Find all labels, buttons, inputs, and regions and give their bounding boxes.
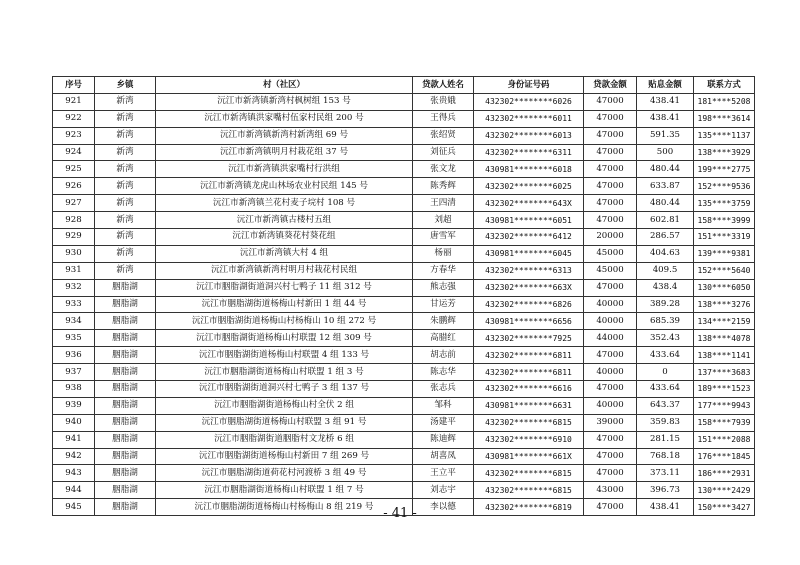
cell-id-number: 432302********6815	[474, 414, 584, 431]
cell-subsidy-amount: 633.87	[637, 178, 694, 195]
table-row	[53, 127, 755, 144]
cell-subsidy-amount: 438.4	[637, 279, 694, 296]
cell-village: 沅江市胭脂湖街道杨梅山村全伏 2 组	[156, 397, 413, 414]
cell-contact: 134****2159	[694, 313, 755, 330]
cell-contact: 199****2775	[694, 161, 755, 178]
cell-id-number: 430981********6051	[474, 212, 584, 229]
cell-contact: 177****9943	[694, 397, 755, 414]
cell-index: 940	[53, 414, 95, 431]
cell-index: 923	[53, 127, 95, 144]
cell-index: 945	[53, 499, 95, 516]
cell-loan-amount: 47000	[584, 178, 637, 195]
table-row	[53, 212, 755, 229]
cell-village: 沅江市胭脂湖街道杨梅山村联盟 12 组 309 号	[156, 330, 413, 347]
table-row	[53, 229, 755, 246]
cell-loan-amount: 40000	[584, 397, 637, 414]
table-row	[53, 381, 755, 398]
table-row	[53, 313, 755, 330]
cell-town: 新湾	[95, 178, 156, 195]
cell-town: 新湾	[95, 127, 156, 144]
cell-index: 930	[53, 245, 95, 262]
table-row	[53, 465, 755, 482]
cell-contact: 138****3276	[694, 296, 755, 313]
cell-borrower: 李以德	[413, 499, 474, 516]
cell-subsidy-amount: 389.28	[637, 296, 694, 313]
cell-town: 新湾	[95, 229, 156, 246]
cell-village: 沅江市胭脂湖街道杨梅山村联盟 3 组 91 号	[156, 414, 413, 431]
cell-id-number: 432302********6815	[474, 482, 584, 499]
cell-town: 胭脂湖	[95, 296, 156, 313]
table-row	[53, 397, 755, 414]
cell-village: 沅江市新湾镇洪家嘴村伍家村民组 200 号	[156, 110, 413, 127]
cell-town: 胭脂湖	[95, 482, 156, 499]
table-header-row	[53, 77, 755, 94]
cell-contact: 130****6050	[694, 279, 755, 296]
table-row	[53, 93, 755, 110]
cell-index: 932	[53, 279, 95, 296]
cell-contact: 130****2429	[694, 482, 755, 499]
cell-town: 新湾	[95, 161, 156, 178]
cell-village: 沅江市胭脂湖街道洞兴村七鸭子 3 组 137 号	[156, 381, 413, 398]
cell-subsidy-amount: 768.18	[637, 448, 694, 465]
cell-subsidy-amount: 602.81	[637, 212, 694, 229]
cell-village: 沅江市新湾镇新湾村明月村栽花村民组	[156, 262, 413, 279]
cell-contact: 158****7939	[694, 414, 755, 431]
cell-borrower: 胡喜凤	[413, 448, 474, 465]
cell-loan-amount: 47000	[584, 93, 637, 110]
cell-index: 926	[53, 178, 95, 195]
cell-borrower: 王得兵	[413, 110, 474, 127]
table-row	[53, 414, 755, 431]
cell-index: 928	[53, 212, 95, 229]
cell-index: 938	[53, 381, 95, 398]
cell-village: 沅江市胭脂湖街道杨梅山村新田 7 组 269 号	[156, 448, 413, 465]
cell-loan-amount: 47000	[584, 465, 637, 482]
cell-subsidy-amount: 373.11	[637, 465, 694, 482]
table-body	[53, 93, 755, 515]
header-id-number: 身份证号码	[474, 77, 584, 94]
cell-loan-amount: 47000	[584, 195, 637, 212]
cell-village: 沅江市胭脂湖街道荷花村河渡桥 3 组 49 号	[156, 465, 413, 482]
cell-id-number: 432302********6811	[474, 364, 584, 381]
cell-contact: 138****4078	[694, 330, 755, 347]
cell-town: 胭脂湖	[95, 448, 156, 465]
header-borrower: 贷款人姓名	[413, 77, 474, 94]
cell-id-number: 432302********6616	[474, 381, 584, 398]
cell-loan-amount: 44000	[584, 330, 637, 347]
cell-index: 942	[53, 448, 95, 465]
cell-borrower: 唐雪军	[413, 229, 474, 246]
cell-borrower: 陈志华	[413, 364, 474, 381]
cell-index: 941	[53, 431, 95, 448]
cell-village: 沅江市新湾镇新湾村枫树组 153 号	[156, 93, 413, 110]
cell-subsidy-amount: 396.73	[637, 482, 694, 499]
cell-index: 937	[53, 364, 95, 381]
cell-contact: 189****1523	[694, 381, 755, 398]
cell-town: 新湾	[95, 195, 156, 212]
table-row	[53, 431, 755, 448]
header-town: 乡镇	[95, 77, 156, 94]
cell-loan-amount: 43000	[584, 482, 637, 499]
cell-loan-amount: 47000	[584, 110, 637, 127]
table-row	[53, 279, 755, 296]
cell-index: 929	[53, 229, 95, 246]
cell-id-number: 432302********6313	[474, 262, 584, 279]
cell-village: 沅江市新湾镇明月村栽花组 37 号	[156, 144, 413, 161]
table-row	[53, 296, 755, 313]
cell-loan-amount: 47000	[584, 431, 637, 448]
cell-village: 沅江市胭脂湖街道杨梅山村联盟 1 组 3 号	[156, 364, 413, 381]
header-index: 序号	[53, 77, 95, 94]
header-village: 村（社区）	[156, 77, 413, 94]
cell-borrower: 刘志宇	[413, 482, 474, 499]
table-row	[53, 330, 755, 347]
cell-subsidy-amount: 286.57	[637, 229, 694, 246]
cell-loan-amount: 45000	[584, 262, 637, 279]
cell-village: 沅江市胭脂湖街道杨梅山村新田 1 组 44 号	[156, 296, 413, 313]
cell-borrower: 高腊红	[413, 330, 474, 347]
cell-borrower: 张文龙	[413, 161, 474, 178]
table-row	[53, 178, 755, 195]
table-row	[53, 195, 755, 212]
cell-id-number: 432302********6811	[474, 347, 584, 364]
cell-town: 新湾	[95, 144, 156, 161]
cell-subsidy-amount: 438.41	[637, 499, 694, 516]
cell-contact: 135****3759	[694, 195, 755, 212]
cell-subsidy-amount: 438.41	[637, 93, 694, 110]
cell-borrower: 熊志强	[413, 279, 474, 296]
cell-subsidy-amount: 480.44	[637, 161, 694, 178]
cell-loan-amount: 47000	[584, 279, 637, 296]
cell-loan-amount: 40000	[584, 364, 637, 381]
cell-id-number: 432302********663X	[474, 279, 584, 296]
table-row	[53, 262, 755, 279]
cell-loan-amount: 45000	[584, 245, 637, 262]
page-number: - 41 -	[383, 506, 417, 521]
cell-contact: 135****1137	[694, 127, 755, 144]
table-row	[53, 347, 755, 364]
cell-index: 921	[53, 93, 95, 110]
cell-id-number: 432302********6013	[474, 127, 584, 144]
cell-town: 胭脂湖	[95, 381, 156, 398]
cell-id-number: 430981********6631	[474, 397, 584, 414]
cell-borrower: 张绍贤	[413, 127, 474, 144]
cell-village: 沅江市胭脂湖街道杨梅山村杨梅山 10 组 272 号	[156, 313, 413, 330]
cell-subsidy-amount: 685.39	[637, 313, 694, 330]
table-row	[53, 161, 755, 178]
cell-village: 沅江市胭脂湖街道洞兴村七鸭子 11 组 312 号	[156, 279, 413, 296]
cell-loan-amount: 47000	[584, 212, 637, 229]
cell-village: 沅江市新湾镇兰花村麦子垸村 108 号	[156, 195, 413, 212]
cell-village: 沅江市新湾镇洪家嘴村行洪组	[156, 161, 413, 178]
cell-subsidy-amount: 500	[637, 144, 694, 161]
table-row	[53, 364, 755, 381]
header-subsidy-amount: 贴息金额	[637, 77, 694, 94]
cell-loan-amount: 47000	[584, 161, 637, 178]
cell-id-number: 432302********6826	[474, 296, 584, 313]
cell-index: 943	[53, 465, 95, 482]
cell-id-number: 430981********661X	[474, 448, 584, 465]
cell-borrower: 邹科	[413, 397, 474, 414]
cell-town: 新湾	[95, 110, 156, 127]
cell-index: 939	[53, 397, 95, 414]
cell-borrower: 陈迪辉	[413, 431, 474, 448]
cell-town: 胭脂湖	[95, 414, 156, 431]
cell-town: 胭脂湖	[95, 364, 156, 381]
cell-loan-amount: 47000	[584, 381, 637, 398]
cell-borrower: 甘运芳	[413, 296, 474, 313]
cell-subsidy-amount: 409.5	[637, 262, 694, 279]
cell-loan-amount: 40000	[584, 313, 637, 330]
cell-contact: 138****3929	[694, 144, 755, 161]
cell-id-number: 432302********6025	[474, 178, 584, 195]
cell-borrower: 汤建平	[413, 414, 474, 431]
cell-id-number: 432302********6412	[474, 229, 584, 246]
cell-contact: 150****3427	[694, 499, 755, 516]
cell-town: 新湾	[95, 212, 156, 229]
cell-borrower: 方春华	[413, 262, 474, 279]
cell-contact: 139****9381	[694, 245, 755, 262]
cell-loan-amount: 40000	[584, 296, 637, 313]
cell-town: 新湾	[95, 262, 156, 279]
cell-subsidy-amount: 359.83	[637, 414, 694, 431]
cell-index: 924	[53, 144, 95, 161]
cell-borrower: 刘征兵	[413, 144, 474, 161]
cell-village: 沅江市新湾镇龙虎山林场农业村民组 145 号	[156, 178, 413, 195]
table-row	[53, 245, 755, 262]
cell-id-number: 432302********6026	[474, 93, 584, 110]
cell-subsidy-amount: 352.43	[637, 330, 694, 347]
cell-town: 胭脂湖	[95, 330, 156, 347]
cell-town: 胭脂湖	[95, 465, 156, 482]
cell-subsidy-amount: 643.37	[637, 397, 694, 414]
cell-town: 胭脂湖	[95, 499, 156, 516]
cell-town: 胭脂湖	[95, 397, 156, 414]
cell-borrower: 张贵娥	[413, 93, 474, 110]
cell-contact: 152****9536	[694, 178, 755, 195]
cell-index: 934	[53, 313, 95, 330]
cell-contact: 137****3683	[694, 364, 755, 381]
cell-village: 沅江市新湾镇大村 4 组	[156, 245, 413, 262]
cell-id-number: 432302********7925	[474, 330, 584, 347]
cell-subsidy-amount: 404.63	[637, 245, 694, 262]
cell-contact: 198****3614	[694, 110, 755, 127]
cell-loan-amount: 20000	[584, 229, 637, 246]
cell-id-number: 432302********6910	[474, 431, 584, 448]
cell-subsidy-amount: 433.64	[637, 347, 694, 364]
cell-id-number: 430981********6018	[474, 161, 584, 178]
cell-town: 新湾	[95, 245, 156, 262]
cell-subsidy-amount: 438.41	[637, 110, 694, 127]
cell-index: 927	[53, 195, 95, 212]
cell-borrower: 陈秀辉	[413, 178, 474, 195]
cell-loan-amount: 47000	[584, 144, 637, 161]
table-row	[53, 144, 755, 161]
cell-index: 933	[53, 296, 95, 313]
cell-id-number: 432302********6011	[474, 110, 584, 127]
loan-table-container	[52, 76, 754, 516]
header-contact: 联系方式	[694, 77, 755, 94]
table-row	[53, 448, 755, 465]
cell-id-number: 432302********643X	[474, 195, 584, 212]
cell-borrower: 王立平	[413, 465, 474, 482]
cell-loan-amount: 47000	[584, 127, 637, 144]
cell-index: 935	[53, 330, 95, 347]
cell-contact: 151****3319	[694, 229, 755, 246]
cell-borrower: 胡志前	[413, 347, 474, 364]
cell-index: 931	[53, 262, 95, 279]
cell-village: 沅江市新湾镇古楼村五组	[156, 212, 413, 229]
cell-town: 胭脂湖	[95, 313, 156, 330]
cell-subsidy-amount: 591.35	[637, 127, 694, 144]
cell-id-number: 432302********6815	[474, 465, 584, 482]
cell-id-number: 432302********6819	[474, 499, 584, 516]
cell-town: 胭脂湖	[95, 347, 156, 364]
cell-loan-amount: 39000	[584, 414, 637, 431]
loan-table	[52, 76, 755, 516]
table-row	[53, 482, 755, 499]
cell-borrower: 杨丽	[413, 245, 474, 262]
cell-borrower: 刘超	[413, 212, 474, 229]
cell-loan-amount: 47000	[584, 347, 637, 364]
cell-village: 沅江市胭脂湖街道杨梅山村联盟 1 组 7 号	[156, 482, 413, 499]
cell-subsidy-amount: 433.64	[637, 381, 694, 398]
cell-town: 胭脂湖	[95, 431, 156, 448]
cell-id-number: 430981********6656	[474, 313, 584, 330]
cell-loan-amount: 47000	[584, 448, 637, 465]
cell-contact: 176****1845	[694, 448, 755, 465]
cell-village: 沅江市胭脂湖街道杨梅山村联盟 4 组 133 号	[156, 347, 413, 364]
cell-subsidy-amount: 281.15	[637, 431, 694, 448]
cell-town: 新湾	[95, 93, 156, 110]
cell-village: 沅江市新湾镇新湾村新湾组 69 号	[156, 127, 413, 144]
cell-id-number: 430981********6045	[474, 245, 584, 262]
cell-contact: 181****5208	[694, 93, 755, 110]
cell-contact: 151****2088	[694, 431, 755, 448]
cell-contact: 138****1141	[694, 347, 755, 364]
header-loan-amount: 贷款金额	[584, 77, 637, 94]
table-row	[53, 110, 755, 127]
cell-village: 沅江市胭脂湖街道杨梅山村杨梅山 8 组 219 号	[156, 499, 413, 516]
cell-contact: 152****5640	[694, 262, 755, 279]
cell-subsidy-amount: 480.44	[637, 195, 694, 212]
cell-index: 922	[53, 110, 95, 127]
cell-town: 胭脂湖	[95, 279, 156, 296]
cell-index: 944	[53, 482, 95, 499]
cell-id-number: 432302********6311	[474, 144, 584, 161]
cell-index: 925	[53, 161, 95, 178]
cell-contact: 186****2931	[694, 465, 755, 482]
cell-subsidy-amount: 0	[637, 364, 694, 381]
cell-index: 936	[53, 347, 95, 364]
cell-loan-amount: 47000	[584, 499, 637, 516]
cell-village: 沅江市胭脂湖街道胭脂村文龙桥 6 组	[156, 431, 413, 448]
cell-contact: 158****3999	[694, 212, 755, 229]
cell-borrower: 王四清	[413, 195, 474, 212]
cell-borrower: 张志兵	[413, 381, 474, 398]
cell-borrower: 朱鹏辉	[413, 313, 474, 330]
cell-village: 沅江市新湾镇葵花村葵花组	[156, 229, 413, 246]
